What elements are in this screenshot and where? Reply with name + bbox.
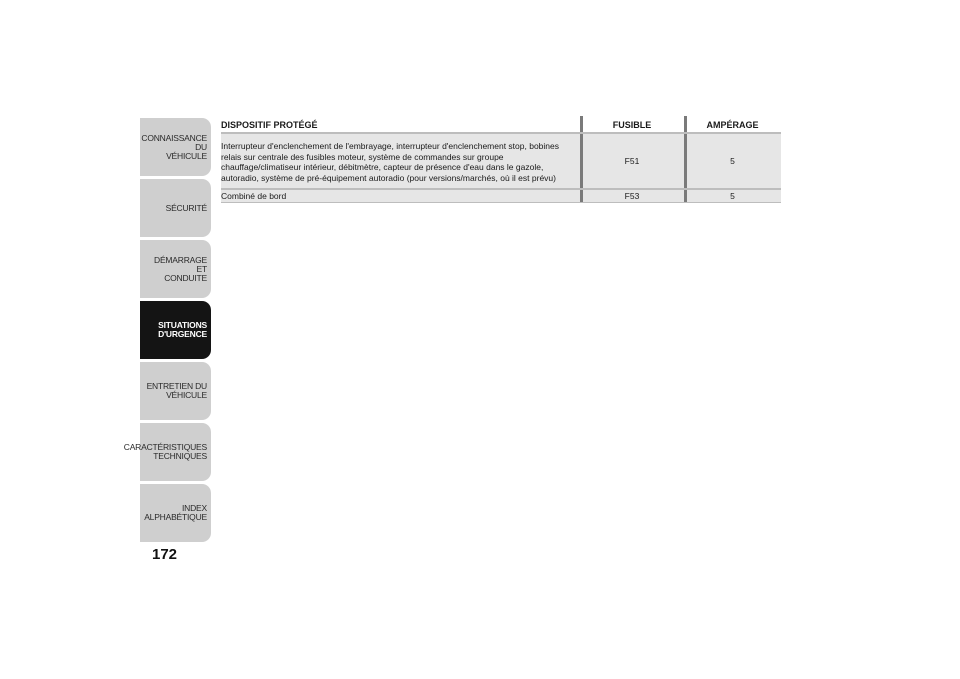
column-separator	[684, 134, 687, 188]
cell-amperage: 5	[730, 190, 735, 201]
column-separator	[580, 134, 583, 188]
page-number: 172	[152, 546, 178, 563]
tab-entretien-du-vehicule[interactable]: ENTRETIEN DU VÉHICULE	[140, 362, 211, 420]
table-row	[221, 132, 781, 188]
cell-fuse: F53	[624, 190, 640, 201]
cell-fuse: F51	[624, 155, 640, 166]
tab-connaissance-du-vehicule[interactable]: CONNAISSANCE DU VÉHICULE	[140, 118, 211, 176]
table-header-row	[221, 116, 781, 132]
cell-device: Combiné de bord	[221, 190, 287, 201]
column-separator	[580, 116, 583, 132]
cell-device: Interrupteur d'enclenchement de l'embrayage, interrupteur d'enclenchement stop, bobines relais sur centrale des fusibles moteur, système de commandes sur groupe chauffage/climatiseur intérieur, débitmètre, capteur de présence d'eau dans le gazole, autoradio, système de pré-équipement autoradio (pour versions/marchés, où il est prévu)	[221, 141, 559, 183]
tab-securite[interactable]: SÉCURITÉ	[140, 179, 211, 237]
column-separator	[580, 190, 583, 202]
column-separator	[684, 116, 687, 132]
tab-situations-d-urgence[interactable]: SITUATIONS D'URGENCE	[140, 301, 211, 359]
header-amperage: AMPÉRAGE	[706, 120, 759, 130]
fuse-table	[221, 116, 781, 203]
tab-caracteristiques-techniques[interactable]: CARACTÉRISTIQUES TECHNIQUES	[140, 423, 211, 481]
table-row	[221, 188, 781, 203]
tab-index-alphabetique[interactable]: INDEX ALPHABÉTIQUE	[140, 484, 211, 542]
header-device: DISPOSITIF PROTÉGÉ	[221, 120, 318, 130]
header-fuse: FUSIBLE	[612, 120, 652, 130]
tab-demarrage-et-conduite[interactable]: DÉMARRAGE ET CONDUITE	[140, 240, 211, 298]
column-separator	[684, 190, 687, 202]
cell-amperage: 5	[730, 155, 735, 166]
